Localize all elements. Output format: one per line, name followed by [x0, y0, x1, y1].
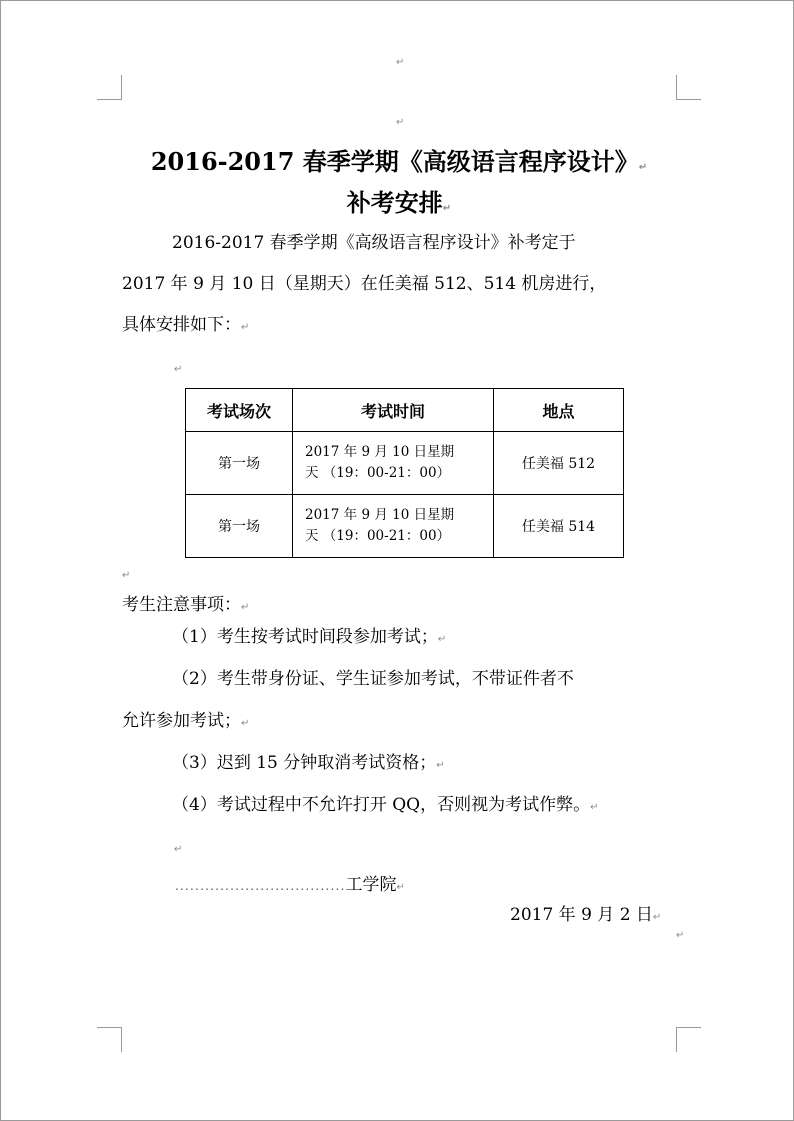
header-time: 考试时间	[293, 389, 494, 432]
paragraph-mark: ↵	[396, 117, 405, 128]
table-row	[186, 432, 624, 495]
crop-mark-bottom-left	[97, 1027, 122, 1052]
note-text: （2）考生带身份证、学生证参加考试，不带证件者不	[172, 669, 574, 689]
paragraph-mark: ↵	[676, 930, 685, 941]
paragraph-mark: ↵	[174, 844, 183, 855]
intro-line-2: 2017 年 9 月 10 日（星期天）在任美福 512、514 机房进行，	[122, 274, 607, 294]
paragraph-mark: ↵	[437, 634, 447, 645]
title-line-2: 补考安排	[346, 188, 443, 217]
row-time	[293, 495, 494, 558]
signature-org: 工学院	[345, 875, 397, 895]
title-line-1: 2016-2017 春季学期《高级语言程序设计》	[150, 147, 639, 176]
paragraph-mark: ↵	[396, 882, 405, 893]
paragraph-mark: ↵	[590, 802, 599, 813]
table-header-row	[186, 389, 624, 432]
row-session: 第一场	[186, 495, 293, 558]
note-item-continued	[122, 701, 249, 744]
table-row	[186, 495, 624, 558]
note-item	[172, 743, 445, 786]
note-text: （1）考生按考试时间段参加考试；	[172, 627, 438, 647]
paragraph-mark: ↵	[241, 602, 250, 613]
row-time	[293, 432, 494, 495]
signature-date: 2017 年 9 月 2 日	[510, 905, 653, 925]
crop-mark-bottom-right	[676, 1027, 701, 1052]
time-line-1: 2017 年 9 月 10 日星期	[305, 444, 455, 460]
time-line-2: 天 （19：00-21：00）	[305, 465, 451, 481]
intro-line-3: 具体安排如下：	[122, 315, 241, 335]
row-location: 任美福 514	[494, 495, 624, 558]
paragraph-mark: ↵	[638, 162, 648, 173]
notes-heading: 考生注意事项：	[122, 595, 241, 615]
intro-line-1: 2016-2017 春季学期《高级语言程序设计》补考定于	[172, 233, 576, 253]
paragraph-mark: ↵	[396, 57, 405, 68]
exam-schedule-table	[185, 388, 624, 558]
note-text: 允许参加考试；	[122, 711, 241, 731]
time-line-1: 2017 年 9 月 10 日星期	[305, 507, 455, 523]
time-line-2: 天 （19：00-21：00）	[305, 528, 451, 544]
signature-dots: ..................................	[175, 879, 346, 893]
crop-mark-top-right	[676, 75, 701, 100]
note-text: （4）考试过程中不允许打开 QQ，否则视为考试作弊。	[172, 795, 591, 815]
paragraph-mark: ↵	[652, 912, 662, 923]
note-text: （3）迟到 15 分钟取消考试资格；	[172, 753, 437, 773]
note-item	[172, 659, 574, 700]
signature-org-line	[175, 870, 405, 895]
paragraph-mark: ↵	[241, 718, 250, 729]
crop-mark-top-left	[97, 75, 122, 100]
paragraph-mark: ↵	[442, 203, 452, 214]
header-session: 考试场次	[186, 389, 293, 432]
document-title	[122, 142, 676, 188]
paragraph-mark: ↵	[174, 364, 183, 375]
note-item	[172, 785, 598, 828]
note-item	[172, 617, 446, 660]
row-session: 第一场	[186, 432, 293, 495]
row-location: 任美福 512	[494, 432, 624, 495]
paragraph-mark: ↵	[122, 570, 131, 581]
header-location: 地点	[494, 389, 624, 432]
signature-date-line	[510, 900, 661, 925]
intro-line-3-wrap	[122, 305, 249, 348]
paragraph-mark: ↵	[241, 322, 250, 333]
paragraph-mark: ↵	[436, 760, 445, 771]
